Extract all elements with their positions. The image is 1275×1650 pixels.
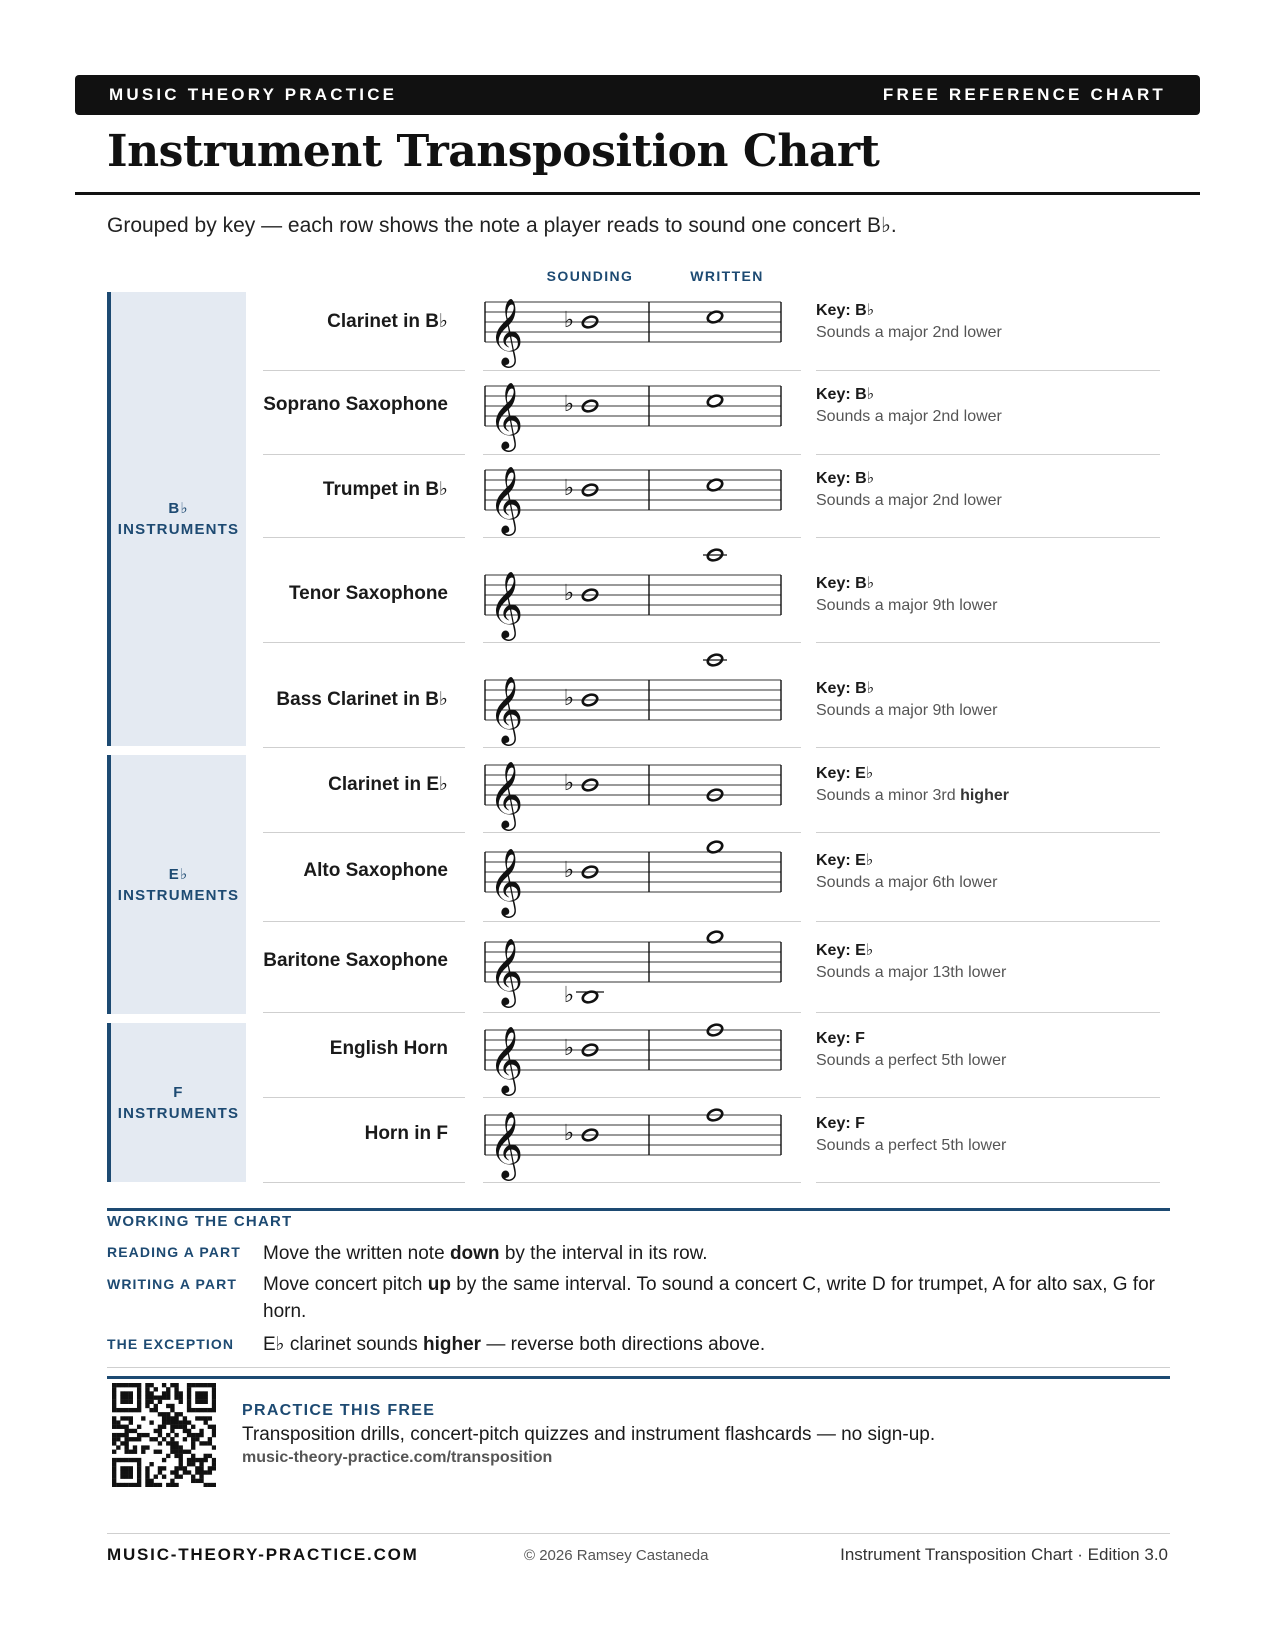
- practice-section-divider: [107, 1376, 1170, 1379]
- written-note: [703, 653, 727, 668]
- treble-clef-icon: 𝄞: [489, 1110, 524, 1178]
- instrument-name: Soprano Saxophone: [263, 394, 448, 415]
- treble-clef-icon: 𝄞: [489, 1025, 524, 1093]
- group-label-bb: B♭ INSTRUMENTS: [117, 500, 240, 538]
- flat-sign-icon: ♭: [563, 771, 575, 796]
- instrument-name: Alto Saxophone: [303, 860, 448, 881]
- key-label: Key: E♭: [816, 765, 874, 782]
- header-bar: [75, 75, 1200, 115]
- flat-sign-icon: ♭: [563, 686, 575, 711]
- row-divider: [483, 1182, 801, 1183]
- row-divider: [263, 1182, 465, 1183]
- treble-clef-icon: 𝄞: [489, 675, 524, 743]
- table-row: [263, 922, 1160, 1013]
- staff-notation: [483, 1098, 801, 1183]
- treble-clef-icon: 𝄞: [489, 937, 524, 1005]
- flat-sign-icon: ♭: [563, 308, 575, 333]
- interval-description: Sounds a minor 3rd higher: [816, 787, 1009, 804]
- column-header-written: WRITTEN: [690, 268, 764, 284]
- flat-sign-icon: ♭: [563, 392, 575, 417]
- flat-sign-icon: ♭: [563, 476, 575, 501]
- practice-text: Transposition drills, concert-pitch quizzes and instrument flashcards — no sign-up.: [242, 1424, 936, 1445]
- treble-clef-icon: 𝄞: [489, 381, 524, 449]
- instrument-name: Tenor Saxophone: [288, 583, 448, 604]
- staff-notation: [483, 922, 801, 1013]
- transposition-info: [816, 940, 1006, 984]
- key-label: Key: B♭: [816, 470, 875, 487]
- footer-edition: Instrument Transposition Chart · Edition 3.0: [840, 1545, 1168, 1564]
- instrument-name: Bass Clarinet in B♭: [276, 689, 448, 710]
- staff-notation: [483, 833, 801, 922]
- table-row: [263, 287, 1160, 371]
- flat-sign-icon: ♭: [563, 983, 575, 1008]
- footer-site[interactable]: MUSIC-THEORY-PRACTICE.COM: [107, 1545, 419, 1564]
- key-label: Key: B♭: [816, 386, 875, 403]
- transposition-info: [816, 573, 997, 617]
- interval-description: Sounds a major 9th lower: [816, 702, 998, 719]
- interval-description: Sounds a major 13th lower: [816, 964, 1007, 981]
- exception-label: THE EXCEPTION: [107, 1336, 235, 1352]
- page-title: Instrument Transposition Chart: [107, 126, 880, 177]
- instrument-name: Horn in F: [364, 1123, 448, 1144]
- transposition-info: [816, 850, 997, 894]
- written-note: [703, 548, 727, 563]
- transposition-info: [816, 300, 1002, 344]
- transposition-info: [816, 763, 1009, 807]
- header-tag: FREE REFERENCE CHART: [882, 85, 1166, 104]
- table-row: [263, 643, 1160, 748]
- staff-notation: [483, 287, 801, 371]
- group-panel-bb: [107, 292, 246, 746]
- staff-notation: [483, 643, 801, 748]
- writing-text: Move concert pitch up by the same interval. To sound a concert C, write D for trumpet, A for alto sax, G for horn.: [263, 1274, 1155, 1322]
- interval-description: Sounds a perfect 5th lower: [816, 1052, 1007, 1069]
- column-header-sounding: SOUNDING: [546, 268, 634, 284]
- footer-rule: [107, 1533, 1170, 1534]
- sounding-note: [564, 983, 604, 1008]
- transposition-info: [816, 384, 1002, 428]
- flat-sign-icon: ♭: [563, 858, 575, 883]
- qr-code-icon[interactable]: [112, 1383, 216, 1487]
- interval-description: Sounds a major 6th lower: [816, 874, 998, 891]
- reading-label: READING A PART: [107, 1244, 241, 1260]
- interval-description: Sounds a major 9th lower: [816, 597, 998, 614]
- footer-copyright: © 2026 Ramsey Castaneda: [524, 1547, 709, 1564]
- working-bottom-rule: [107, 1367, 1170, 1368]
- instrument-name: Trumpet in B♭: [322, 479, 448, 500]
- key-label: Key: B♭: [816, 680, 875, 697]
- treble-clef-icon: 𝄞: [489, 570, 524, 638]
- group-panel-f: [107, 1023, 246, 1182]
- row-divider: [816, 1182, 1160, 1183]
- instrument-name: Clarinet in B♭: [327, 311, 448, 332]
- working-heading: WORKING THE CHART: [107, 1213, 293, 1230]
- flat-sign-icon: ♭: [563, 1121, 575, 1146]
- staff-notation: [483, 748, 801, 833]
- practice-link[interactable]: music-theory-practice.com/transposition: [242, 1449, 553, 1466]
- instrument-name: Baritone Saxophone: [263, 950, 448, 971]
- exception-text: E♭ clarinet sounds higher — reverse both directions above.: [263, 1334, 766, 1355]
- transposition-info: [816, 1113, 1006, 1157]
- key-label: Key: B♭: [816, 575, 875, 592]
- table-row: [263, 748, 1160, 833]
- interval-description: Sounds a major 2nd lower: [816, 408, 1002, 425]
- instrument-name: English Horn: [329, 1038, 448, 1059]
- instrument-name: Clarinet in E♭: [328, 774, 448, 795]
- table-row: [263, 1013, 1160, 1098]
- table-row: [263, 538, 1160, 643]
- treble-clef-icon: 𝄞: [489, 465, 524, 533]
- table-row: [263, 833, 1160, 922]
- transposition-info: [816, 1028, 1006, 1072]
- brand-name: MUSIC THEORY PRACTICE: [109, 85, 398, 104]
- staff-notation: [483, 371, 801, 455]
- key-label: Key: E♭: [816, 942, 874, 959]
- group-label-f: F INSTRUMENTS: [117, 1083, 240, 1122]
- flat-sign-icon: ♭: [563, 581, 575, 606]
- staff-notation: [483, 455, 801, 538]
- treble-clef-icon: 𝄞: [489, 847, 524, 915]
- practice-heading: PRACTICE THIS FREE: [242, 1402, 436, 1419]
- writing-label: WRITING A PART: [107, 1276, 237, 1292]
- interval-description: Sounds a major 2nd lower: [816, 324, 1002, 341]
- interval-description: Sounds a perfect 5th lower: [816, 1137, 1007, 1154]
- working-section-divider: [107, 1208, 1170, 1211]
- table-row: [263, 455, 1160, 538]
- flat-sign-icon: ♭: [563, 1036, 575, 1061]
- key-label: Key: E♭: [816, 852, 874, 869]
- group-label-eb: E♭ INSTRUMENTS: [117, 865, 240, 904]
- table-row: [263, 371, 1160, 455]
- transposition-info: [816, 678, 997, 722]
- treble-clef-icon: 𝄞: [489, 760, 524, 828]
- interval-description: Sounds a major 2nd lower: [816, 492, 1002, 509]
- transposition-info: [816, 468, 1002, 512]
- title-divider: [75, 192, 1200, 195]
- treble-clef-icon: 𝄞: [489, 297, 524, 365]
- reading-text: Move the written note down by the interval in its row.: [263, 1243, 708, 1264]
- key-label: Key: B♭: [816, 302, 875, 319]
- staff-notation: [483, 1013, 801, 1098]
- page-subtitle: Grouped by key — each row shows the note a player reads to sound one concert B♭.: [107, 214, 897, 237]
- table-row: [263, 1098, 1160, 1183]
- group-panel-eb: [107, 755, 246, 1014]
- key-label: Key: F: [816, 1030, 865, 1047]
- key-label: Key: F: [816, 1115, 865, 1132]
- staff-notation: [483, 538, 801, 643]
